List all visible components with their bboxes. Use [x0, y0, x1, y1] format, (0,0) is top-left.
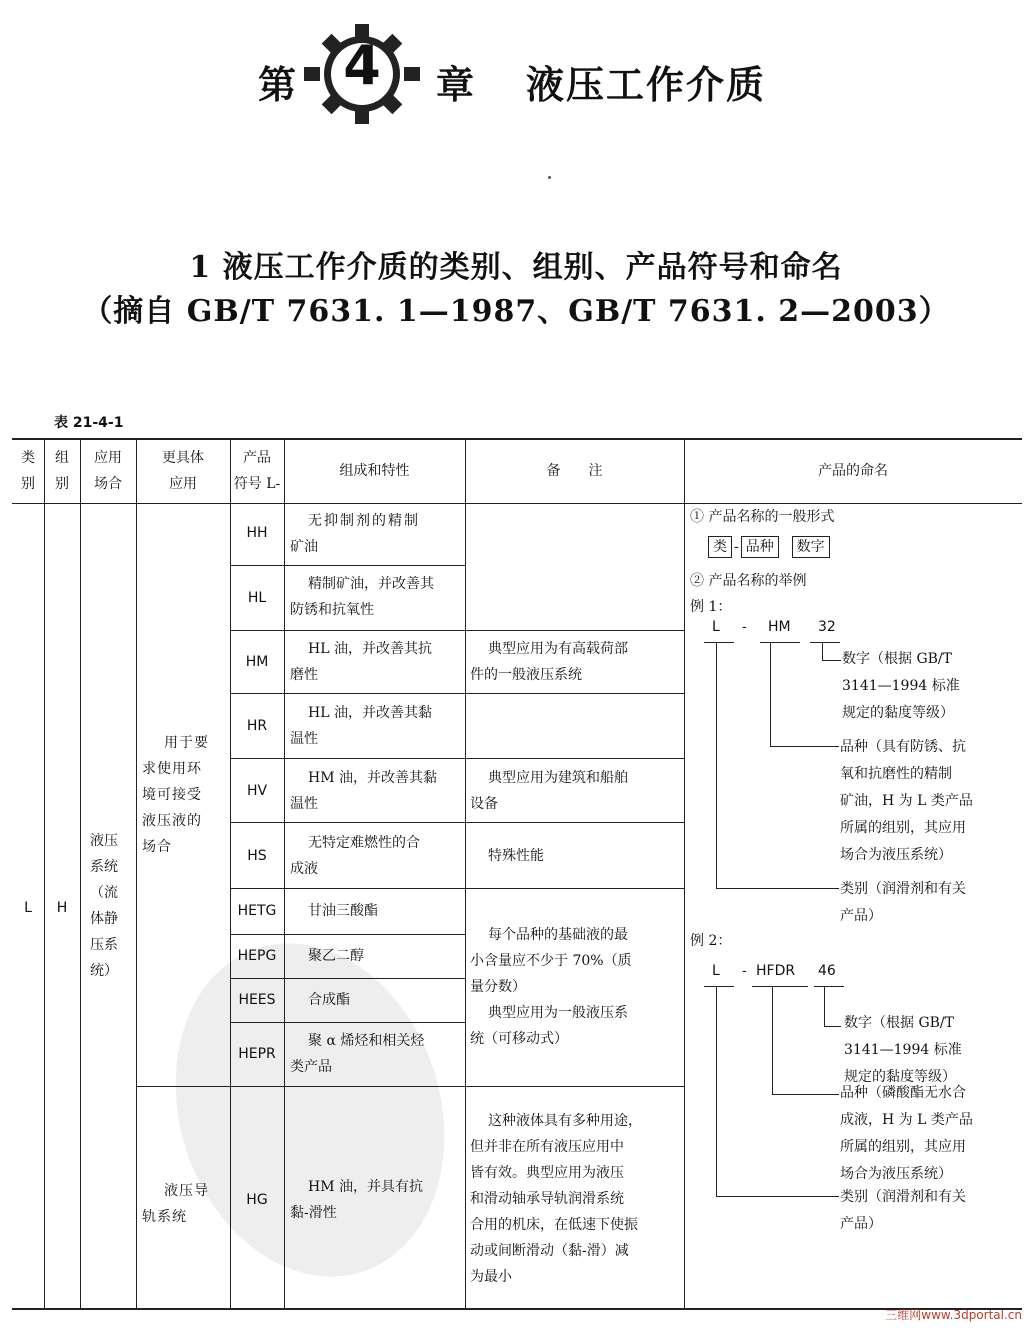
- example2-number: 46: [818, 963, 836, 979]
- example2-category: L: [712, 963, 720, 979]
- remark-cell: 典型应用为建筑和船舶 设备: [470, 770, 628, 812]
- row-divider: [230, 978, 465, 979]
- section-title-line1: 1 液压工作介质的类别、组别、产品符号和命名: [189, 250, 843, 285]
- row-divider: [230, 888, 684, 889]
- header-composition: 组成和特性: [339, 463, 410, 479]
- composition-cell: 合成酯: [308, 992, 350, 1008]
- col-divider: [284, 438, 285, 1308]
- naming-general-title: ① 产品名称的一般形式: [690, 509, 835, 525]
- product-code: HL: [247, 590, 267, 606]
- gear-icon: [300, 24, 424, 124]
- application-cell: 液压 系统 （流 体静 压系 统）: [90, 833, 118, 979]
- example2-category-desc: 类别（润滑剂和有关 产品）: [840, 1189, 966, 1232]
- naming-example-title: ② 产品名称的举例: [690, 573, 807, 589]
- product-code: HV: [246, 783, 268, 799]
- header-category: 类 别: [21, 450, 35, 492]
- chapter-prefix: 第: [258, 63, 297, 107]
- box-dash: -: [734, 539, 739, 555]
- remark-cell: 这种液体具有多种用途， 但并非在所有液压应用中 皆有效。典型应用为液压 和滑动轴承导轨润滑系统 合用的机床，在低速下使振 动或间断滑动（黏-滑）减 为最小: [470, 1113, 642, 1285]
- naming-form-boxes: [706, 534, 832, 561]
- site-watermark: 三维网www.3dportal.cn: [885, 1308, 1022, 1322]
- chapter-suffix: 章: [436, 63, 475, 107]
- composition-cell: 无特定难燃性的合 成液: [290, 835, 420, 877]
- header-product-symbol: 产品 符号 L-: [233, 450, 281, 492]
- connector-line: [716, 642, 839, 889]
- row-divider: [230, 758, 684, 759]
- composition-cell: HL 油，并改善其黏 温性: [290, 705, 432, 747]
- row-divider: [230, 934, 465, 935]
- composition-cell: 聚 α 烯烃和相关烃 类产品: [290, 1033, 425, 1075]
- product-code: HH: [246, 525, 268, 541]
- product-code: HR: [246, 718, 268, 734]
- merged-remark-cell: 每个品种的基础液的最 小含量应不少于 70%（质 量分数） 典型应用为一般液压系 统（可移动式）: [470, 927, 632, 1047]
- specific-application-cell-2: 液压导 轨系统: [142, 1183, 209, 1225]
- connector-line: [716, 986, 839, 1197]
- example2-number-desc: 数字（根据 GB/T 3141—1994 标准 规定的黏度等级）: [844, 1015, 962, 1085]
- product-code: HEPG: [237, 948, 277, 964]
- header-group: 组 别: [55, 450, 69, 492]
- example1-number-desc: 数字（根据 GB/T 3141—1994 标准 规定的黏度等级）: [842, 651, 960, 721]
- example2-dash: -: [742, 963, 747, 979]
- row-divider: [230, 1022, 465, 1023]
- example1-category-desc: 类别（润滑剂和有关 产品）: [840, 881, 966, 924]
- header-specific-application: 更具体 应用: [162, 450, 204, 492]
- col-divider: [465, 438, 466, 1308]
- remark-cell: 典型应用为有高载荷部 件的一般液压系统: [470, 641, 628, 683]
- col-divider: [684, 438, 685, 1308]
- row-divider: [230, 693, 684, 694]
- box-variety: 品种: [741, 536, 779, 558]
- example1-number: 32: [818, 619, 836, 635]
- col-divider: [136, 438, 137, 1308]
- product-code: HETG: [237, 903, 277, 919]
- example1-category: L: [712, 619, 720, 635]
- example1-label: 例 1：: [690, 599, 732, 615]
- chapter-header: [0, 18, 1032, 128]
- product-code: HS: [247, 848, 267, 864]
- composition-cell: HM 油，并具有抗 黏-滑性: [290, 1179, 423, 1221]
- chapter-title: 液压工作介质: [526, 63, 767, 107]
- chapter-number: 4: [343, 34, 381, 97]
- section-title: [0, 246, 1032, 334]
- table-label: 表 21-4-1: [54, 415, 124, 431]
- product-code: HEES: [238, 992, 276, 1008]
- row-divider: [230, 822, 684, 823]
- col-divider: [44, 438, 45, 1308]
- composition-cell: 无抑制剂的精制 矿油: [290, 513, 420, 555]
- table-bottom-border: [12, 1308, 1022, 1310]
- composition-cell: HM 油，并改善其黏 温性: [290, 770, 437, 812]
- box-category: 类: [708, 536, 732, 558]
- header-naming: 产品的命名: [818, 463, 888, 479]
- row-divider: [230, 565, 465, 566]
- dot-mark: [548, 176, 551, 179]
- remark-cell: 特殊性能: [488, 848, 544, 864]
- row-divider: [230, 630, 684, 631]
- col-divider: [80, 438, 81, 1308]
- col-divider: [230, 438, 231, 1308]
- example1-dash: -: [742, 619, 747, 635]
- header-remarks: 备 注: [546, 463, 603, 479]
- example2-variety-desc: 品种（磷酸酯无水合 成液，H 为 L 类产品 所属的组别，其应用 场合为液压系统）: [840, 1085, 973, 1182]
- product-code: HM: [245, 654, 269, 670]
- section-title-line2: （摘自 GB/T 7631. 1—1987、GB/T 7631. 2—2003）: [82, 294, 950, 329]
- product-code: HEPR: [238, 1046, 276, 1062]
- box-number: 数字: [792, 536, 830, 558]
- composition-cell: 聚乙二醇: [308, 948, 364, 964]
- composition-cell: 甘油三酸酯: [308, 903, 378, 919]
- row-divider: [136, 1086, 684, 1087]
- header-application: 应用 场合: [94, 450, 122, 492]
- category-cell: L: [24, 900, 32, 916]
- group-cell: H: [56, 900, 68, 916]
- example2-label: 例 2：: [690, 933, 732, 949]
- example1-variety: HM: [768, 619, 791, 635]
- header-bottom-border: [12, 503, 1022, 504]
- example1-variety-desc: 品种（具有防锈、抗 氧和抗磨性的精制 矿油，H 为 L 类产品 所属的组别，其应用 场合为液压系统）: [840, 739, 973, 863]
- composition-cell: 精制矿油，并改善其 防锈和抗氧性: [290, 576, 434, 618]
- composition-cell: HL 油，并改善其抗 磨性: [290, 641, 432, 683]
- table-top-border: [12, 438, 1022, 440]
- example2-variety: HFDR: [756, 963, 796, 979]
- specific-application-cell-1: 用于要 求使用环 境可接受 液压液的 场合: [142, 735, 209, 855]
- product-code: HG: [246, 1192, 268, 1208]
